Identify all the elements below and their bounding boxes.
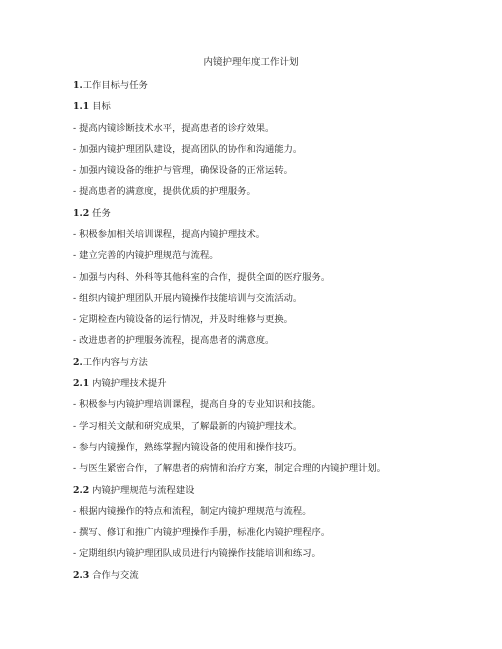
subsection-number: 1.2 <box>73 208 90 219</box>
list-item: - 参与内镜操作，熟练掌握内镜设备的使用和操作技巧。 <box>73 442 303 453</box>
section-number: 2. <box>73 357 83 368</box>
list-item: - 提高内镜诊断技术水平，提高患者的诊疗效果。 <box>73 123 275 134</box>
list-item: - 积极参与内镜护理培训课程，提高自身的专业知识和技能。 <box>73 399 321 410</box>
list-item: - 建立完善的内镜护理规范与流程。 <box>73 250 219 261</box>
list-item: - 与医生紧密合作，了解患者的病情和治疗方案，制定合理的内镜护理计划。 <box>73 463 386 474</box>
subsection-heading-text: 任务 <box>89 208 111 219</box>
list-item: - 撰写、修订和推广内镜护理操作手册，标准化内镜护理程序。 <box>73 527 331 538</box>
subsection-number: 2.1 <box>73 378 90 389</box>
document-title: 内镜护理年度工作计划 <box>203 57 299 68</box>
section-heading <box>73 356 148 370</box>
section-heading-text: 工作内容与方法 <box>82 357 148 368</box>
list-item: - 加强内镜护理团队建设，提高团队的协作和沟通能力。 <box>73 144 303 155</box>
list-item: - 加强与内科、外科等其他科室的合作，提供全面的医疗服务。 <box>73 272 331 283</box>
subsection-heading <box>73 100 111 114</box>
list-item: - 积极参加相关培训课程，提高内镜护理技术。 <box>73 229 266 240</box>
list-item: - 提高患者的满意度，提供优质的护理服务。 <box>73 186 256 197</box>
subsection-heading-text: 内镜护理技术提升 <box>89 378 167 389</box>
list-item: - 学习相关文献和研究成果，了解最新的内镜护理技术。 <box>73 421 303 432</box>
subsection-heading-text: 目标 <box>89 101 111 112</box>
subsection-number: 1.1 <box>73 101 90 112</box>
list-item: - 根据内镜操作的特点和流程，制定内镜护理规范与流程。 <box>73 506 312 517</box>
list-item: - 组织内镜护理团队开展内镜操作技能培训与交流活动。 <box>73 293 303 304</box>
subsection-heading-text: 内镜护理规范与流程建设 <box>89 485 195 496</box>
list-item: - 定期检查内镜设备的运行情况，并及时维修与更换。 <box>73 314 293 325</box>
subsection-heading <box>73 484 194 498</box>
subsection-heading <box>73 207 111 221</box>
list-item: - 改进患者的护理服务流程，提高患者的满意度。 <box>73 335 275 346</box>
subsection-number: 2.2 <box>73 485 90 496</box>
list-item: - 加强内镜设备的维护与管理，确保设备的正常运转。 <box>73 165 293 176</box>
subsection-number: 2.3 <box>73 570 90 581</box>
subsection-heading <box>73 377 167 391</box>
section-number: 1. <box>73 80 83 91</box>
section-heading <box>73 79 148 93</box>
subsection-heading-text: 合作与交流 <box>89 570 139 581</box>
subsection-heading <box>73 569 139 583</box>
list-item: - 定期组织内镜护理团队成员进行内镜操作技能培训和练习。 <box>73 548 321 559</box>
section-heading-text: 工作目标与任务 <box>82 80 148 91</box>
